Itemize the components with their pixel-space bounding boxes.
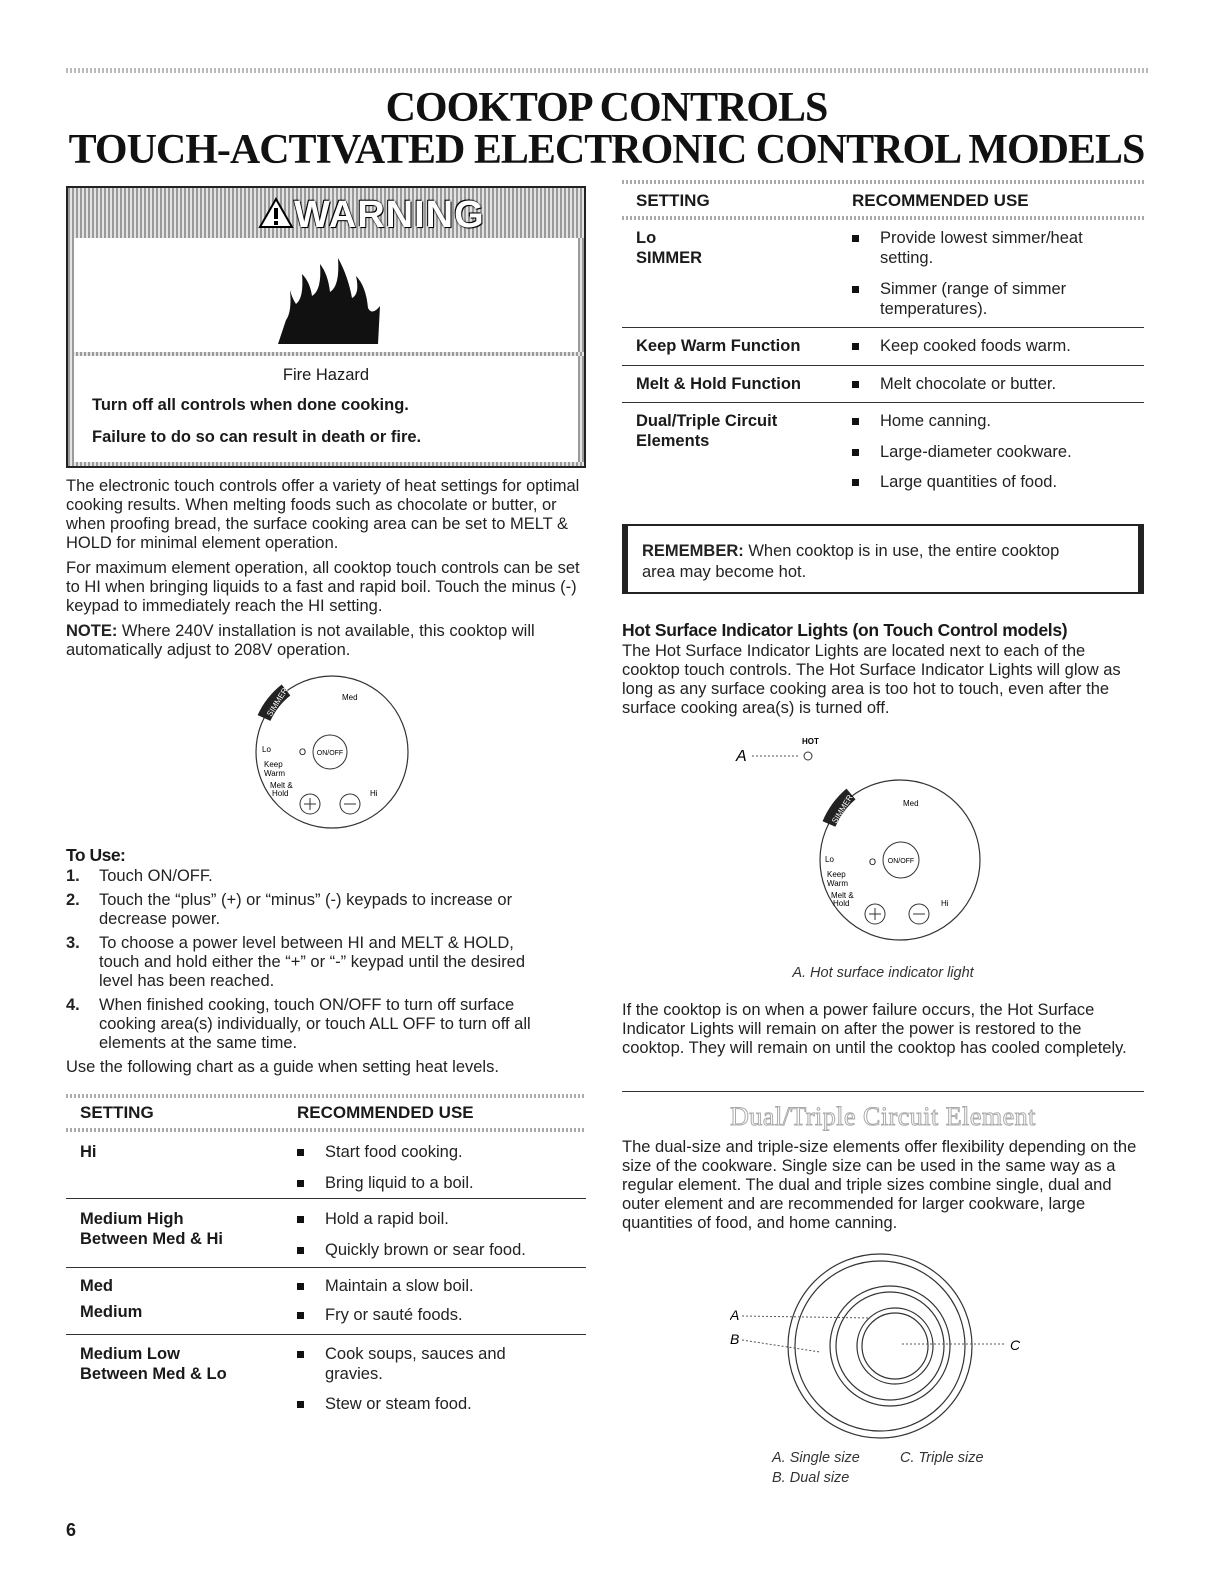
dual-triple-paragraph: The dual-size and triple-size elements offer flexibility depending on the size of the cookware. Single size can be used in the same way as a regular element. The dual and triple sizes combine single, dual and outer element and are recommended for larger cookware, large quantities of food, and home canning. [622,1138,1137,1232]
dial-melt-label: Melt & [831,891,854,900]
warning-bottom-rule [68,462,584,466]
use-item: Simmer (range of simmer [880,280,1067,298]
bullet [852,479,859,486]
bullet [852,235,859,242]
warning-triangle-icon [258,197,294,229]
hot-light-icon [804,752,812,760]
table-header-rule [66,1128,586,1132]
use-item-cont: gravies. [325,1365,383,1383]
label-c: C [1010,1337,1021,1353]
right-table-header-rule [622,216,1144,220]
dial-warm-label: Warm [264,769,286,778]
table-left-header-setting: SETTING [80,1103,154,1122]
dial-hold-label: Hold [272,789,289,798]
hot-label: HOT [802,737,819,746]
setting-dual-triple: Dual/Triple Circuit [636,412,778,430]
warning-line-2: Failure to do so can result in death or fire. [92,428,422,446]
callout-a-label: A [736,748,747,765]
dial-hold-label: Hold [833,899,850,908]
label-b: B [730,1331,740,1347]
dial-melt-label: Melt & [270,781,293,790]
setting-hi: Hi [80,1143,97,1161]
setting-medium-low-sub: Between Med & Lo [80,1365,227,1383]
section-divider [622,1091,1144,1092]
fire-icon [268,246,388,346]
bullet [297,1247,304,1254]
bullet [852,418,859,425]
row-divider [622,327,1144,328]
dial-med-label: Med [342,693,358,702]
intro-paragraph-1: The electronic touch controls offer a variety of heat settings for optimal cooking results. When melting foods such as chocolate or butter, or when proofing bread, the surface cooking area can be set to MELT & HOLD for minimal element operation. [66,477,580,552]
step-item: 4. When finished cooking, touch ON/OFF to turn off surface cooking area(s) individually, or touch ALL OFF to turn off all elements at the same time. [66,996,531,1052]
caption-triple: C. Triple size [900,1450,984,1466]
bullet [297,1180,304,1187]
dial-indicator-label: O [869,857,877,867]
use-item: Large-diameter cookware. [880,443,1072,461]
remember-box [622,524,1144,594]
setting-elements: Elements [636,432,710,450]
dial-lo-label: Lo [262,745,271,754]
top-rule [66,68,1150,73]
use-item-cont: setting. [880,249,934,267]
dial-med-label: Med [903,799,919,808]
element-sizes-diagram [730,1248,1030,1448]
setting-medium-high-sub: Between Med & Hi [80,1230,224,1248]
dial-indicator-label: O [299,747,307,757]
remember-line-2: area may become hot. [642,563,807,581]
intro-text [66,477,586,666]
setting-keep-warm: Keep Warm Function [636,337,801,355]
bullet [852,343,859,350]
chart-intro: Use the following chart as a guide when setting heat levels. [66,1058,499,1076]
setting-melt-hold: Melt & Hold Function [636,375,801,393]
use-item: Fry or sauté foods. [325,1306,463,1324]
hot-surface-heading: Hot Surface Indicator Lights (on Touch Control models) [622,620,1068,640]
use-item: Maintain a slow boil. [325,1277,474,1295]
dial-hi-label: Hi [370,789,378,798]
dial-onoff-label: ON/OFF [316,750,344,757]
use-item: Quickly brown or sear food. [325,1241,526,1259]
use-item: Melt chocolate or butter. [880,375,1057,393]
use-item-cont: temperatures). [880,300,988,318]
row-divider [622,365,1144,366]
warning-box [66,186,586,468]
table-left-header-use: RECOMMENDED USE [297,1103,474,1122]
bullet [297,1149,304,1156]
page-title: COOKTOP CONTROLS [385,85,828,131]
remember-line-1: REMEMBER: When cooktop is in use, the entire cooktop [642,542,1060,560]
dial-onoff-label: ON/OFF [887,858,915,865]
page-number: 6 [66,1520,77,1540]
dial-keep-label: Keep [264,760,283,769]
use-item: Start food cooking. [325,1143,463,1161]
use-item: Bring liquid to a boil. [325,1174,474,1192]
to-use-heading: To Use: [66,845,126,865]
use-item: Cook soups, sauces and [325,1345,506,1363]
hot-surface-paragraph-1: The Hot Surface Indicator Lights are located next to each of the cooktop touch controls. The Hot Surface Indicator Lights will glow as long as any surface cooking area is too hot to touch, even after the surface cooking area(s) is turned off. [622,642,1121,717]
caption-dual: B. Dual size [772,1470,850,1486]
step-item: 1. Touch ON/OFF. [66,867,213,885]
step-item: 3. To choose a power level between HI and MELT & HOLD, touch and hold either the “+” or “-” keypad until the desired level has been reached. [66,934,526,990]
setting-medium: Medium [80,1303,143,1321]
bullet [297,1312,304,1319]
bullet [852,449,859,456]
label-a: A [730,1307,740,1323]
dial-hi-label: Hi [941,899,949,908]
setting-medium-low: Medium Low [80,1345,180,1363]
page-subtitle: TOUCH-ACTIVATED ELECTRONIC CONTROL MODELS [68,127,1145,173]
table-right-header-setting: SETTING [636,191,710,210]
use-item: Keep cooked foods warm. [880,337,1071,355]
step-item: 2. Touch the “plus” (+) or “minus” (-) keypads to increase or decrease power. [66,891,513,928]
table-right-header-use: RECOMMENDED USE [852,191,1029,210]
row-divider [66,1334,586,1335]
bullet [297,1283,304,1290]
dial-simmer-label: SIMMER [265,686,290,719]
note-paragraph: NOTE: Where 240V installation is not available, this cooktop will automatically adjust to 208V operation. [66,622,535,659]
use-item: Large quantities of food. [880,473,1058,491]
control-dial-diagram [252,672,412,832]
bullet [297,1401,304,1408]
bullet [852,381,859,388]
setting-med: Med [80,1277,113,1295]
warning-divider [68,352,584,356]
right-table-top-rule [622,180,1144,184]
setting-medium-high: Medium High [80,1210,184,1228]
dial-lo-label: Lo [825,855,834,864]
setting-simmer: SIMMER [636,249,702,267]
row-divider [66,1198,586,1199]
use-item: Provide lowest simmer/heat [880,229,1083,247]
use-item: Hold a rapid boil. [325,1210,449,1228]
bullet [852,286,859,293]
setting-lo: Lo [636,229,657,247]
use-item: Home canning. [880,412,991,430]
dial-simmer-label: SIMMER [830,793,855,826]
warning-header [68,188,584,238]
hot-surface-caption: A. Hot surface indicator light [792,965,974,981]
hot-indicator-diagram [730,735,830,765]
to-use-steps [66,867,586,1077]
hot-surface-dial-diagram [815,772,985,947]
use-item: Stew or steam food. [325,1395,472,1413]
hot-surface-paragraph-2: If the cooktop is on when a power failure occurs, the Hot Surface Indicator Lights will remain on after the power is restored to the cooktop. They will remain on until the cooktop has cooled completely. [622,1001,1127,1057]
intro-paragraph-2: For maximum element operation, all cooktop touch controls can be set to HI when bringing liquids to a fast and rapid boil. Touch the minus (-) keypad to immediately reach the HI setting. [66,559,580,615]
bullet [297,1216,304,1223]
dial-keep-label: Keep [827,870,846,879]
hazard-title: Fire Hazard [282,366,370,384]
dual-triple-heading: Dual/Triple Circuit Element [730,1102,1036,1131]
warning-label: WARNING [258,194,485,237]
row-divider [66,1267,586,1268]
warning-line-1: Turn off all controls when done cooking. [92,396,409,414]
row-divider [622,402,1144,403]
bullet [297,1351,304,1358]
table-top-rule [66,1094,586,1098]
caption-single: A. Single size [772,1450,860,1466]
dial-warm-label: Warm [827,879,849,888]
